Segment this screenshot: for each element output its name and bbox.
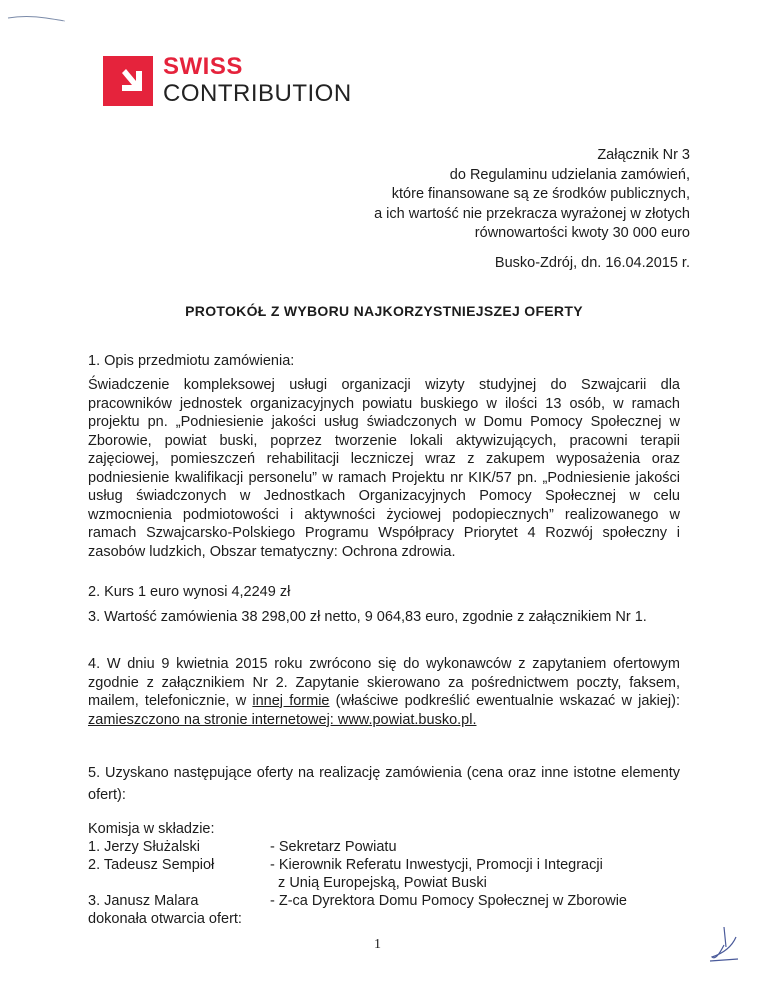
- committee-member-name: 3. Janusz Malara: [88, 893, 199, 909]
- swiss-contribution-logo: [103, 53, 352, 107]
- committee-closing: dokonała otwarcia ofert:: [88, 911, 242, 927]
- committee-member-name: 2. Tadeusz Sempioł: [88, 857, 215, 873]
- section-1-body: Świadczenie kompleksowej usługi organizacji wizyty studyjnej do Szwajcarii dla pracowników jednostek organizacyjnych powiatu buskiego w ilości 13 osób, w ramach projektu pn. „Podniesienie jakości usług świadczonych w Domu Pomocy Społecznej w Zborowie, powiat buski, poprzez tworzenie lokali aktywizujących, pracowni terapii zajęciowej, pomieszczeń rehabilitacji leczniczej wraz z zakupem wyposażenia oraz podniesienie kwalifikacji personelu” w ramach Projektu nr KIK/57 pn. „Podniesienie jakości usług świadczonych w Jednostkach Organizacyjnych Pomocy Społecznej w celu wzmocnienia podmiotowości i aktywności życiowej podopiecznych” realizowanego w ramach Szwajcarsko-Polskiego Programu Współpracy Priorytet 4 Rozwój społeczny i zasobów ludzkich, Obszar tematyczny: Ochrona zdrowia.: [88, 377, 680, 560]
- place-date: Busko-Zdrój, dn. 16.04.2015 r.: [494, 255, 690, 271]
- section-4-underlined-form: innej formie: [252, 693, 330, 709]
- section-4-text-a: 4. W dniu 9 kwietnia 2015 roku zwrócono się do wykonawców z zapytaniem ofertowym zgodnie z załącznikiem Nr 2. Zapytanie skierowano za pośrednictwem poczty, faksem, mailem, telefonicznie, w: [88, 656, 680, 709]
- logo-swiss: SWISS: [163, 53, 243, 80]
- attachment-note: [374, 146, 690, 244]
- committee-member-name: 1. Jerzy Służalski: [88, 839, 201, 855]
- attachment-line: równowartości kwoty 30 000 euro: [474, 225, 690, 241]
- committee-member-role: - Sekretarz Powiatu: [270, 839, 397, 855]
- document-title: PROTOKÓŁ Z WYBORU NAJKORZYSTNIEJSZEJ OFERTY: [185, 303, 583, 319]
- section-4-website-link[interactable]: zamieszczono na stronie internetowej: www.powiat.busko.pl.: [88, 711, 477, 728]
- section-3: 3. Wartość zamówienia 38 298,00 zł netto, 9 064,83 euro, zgodnie z załącznikiem Nr 1.: [88, 609, 647, 625]
- attachment-line: a ich wartość nie przekracza wyrażonej w złotych: [374, 205, 690, 222]
- section-4: [88, 655, 680, 729]
- section-2: 2. Kurs 1 euro wynosi 4,2249 zł: [88, 584, 291, 600]
- committee-member-role: - Kierownik Referatu Inwestycji, Promocji i Integracji: [270, 857, 603, 873]
- page-number: 1: [374, 937, 381, 952]
- logo-contribution: CONTRIBUTION: [163, 80, 352, 107]
- committee-member-role: z Unią Europejską, Powiat Buski: [270, 875, 487, 891]
- attachment-line: które finansowane są ze środków publicznych,: [391, 186, 690, 202]
- section-5: 5. Uzyskano następujące oferty na realizację zamówienia (cena oraz inne istotne elementy ofert):: [88, 765, 680, 803]
- attachment-line: Załącznik Nr 3: [597, 147, 690, 163]
- scan-mark: [6, 12, 66, 24]
- section-1-heading: 1. Opis przedmiotu zamówienia:: [88, 353, 295, 369]
- committee-member-role: - Z-ca Dyrektora Domu Pomocy Społecznej w Zborowie: [270, 893, 627, 909]
- section-4-text-b: (właściwe podkreślić ewentualnie wskazać w jakiej):: [335, 693, 680, 709]
- attachment-line: do Regulaminu udzielania zamówień,: [449, 166, 690, 183]
- arrow-corner-icon: [103, 56, 153, 106]
- handwritten-initial: [702, 917, 752, 967]
- committee-heading: Komisja w składzie:: [88, 821, 215, 837]
